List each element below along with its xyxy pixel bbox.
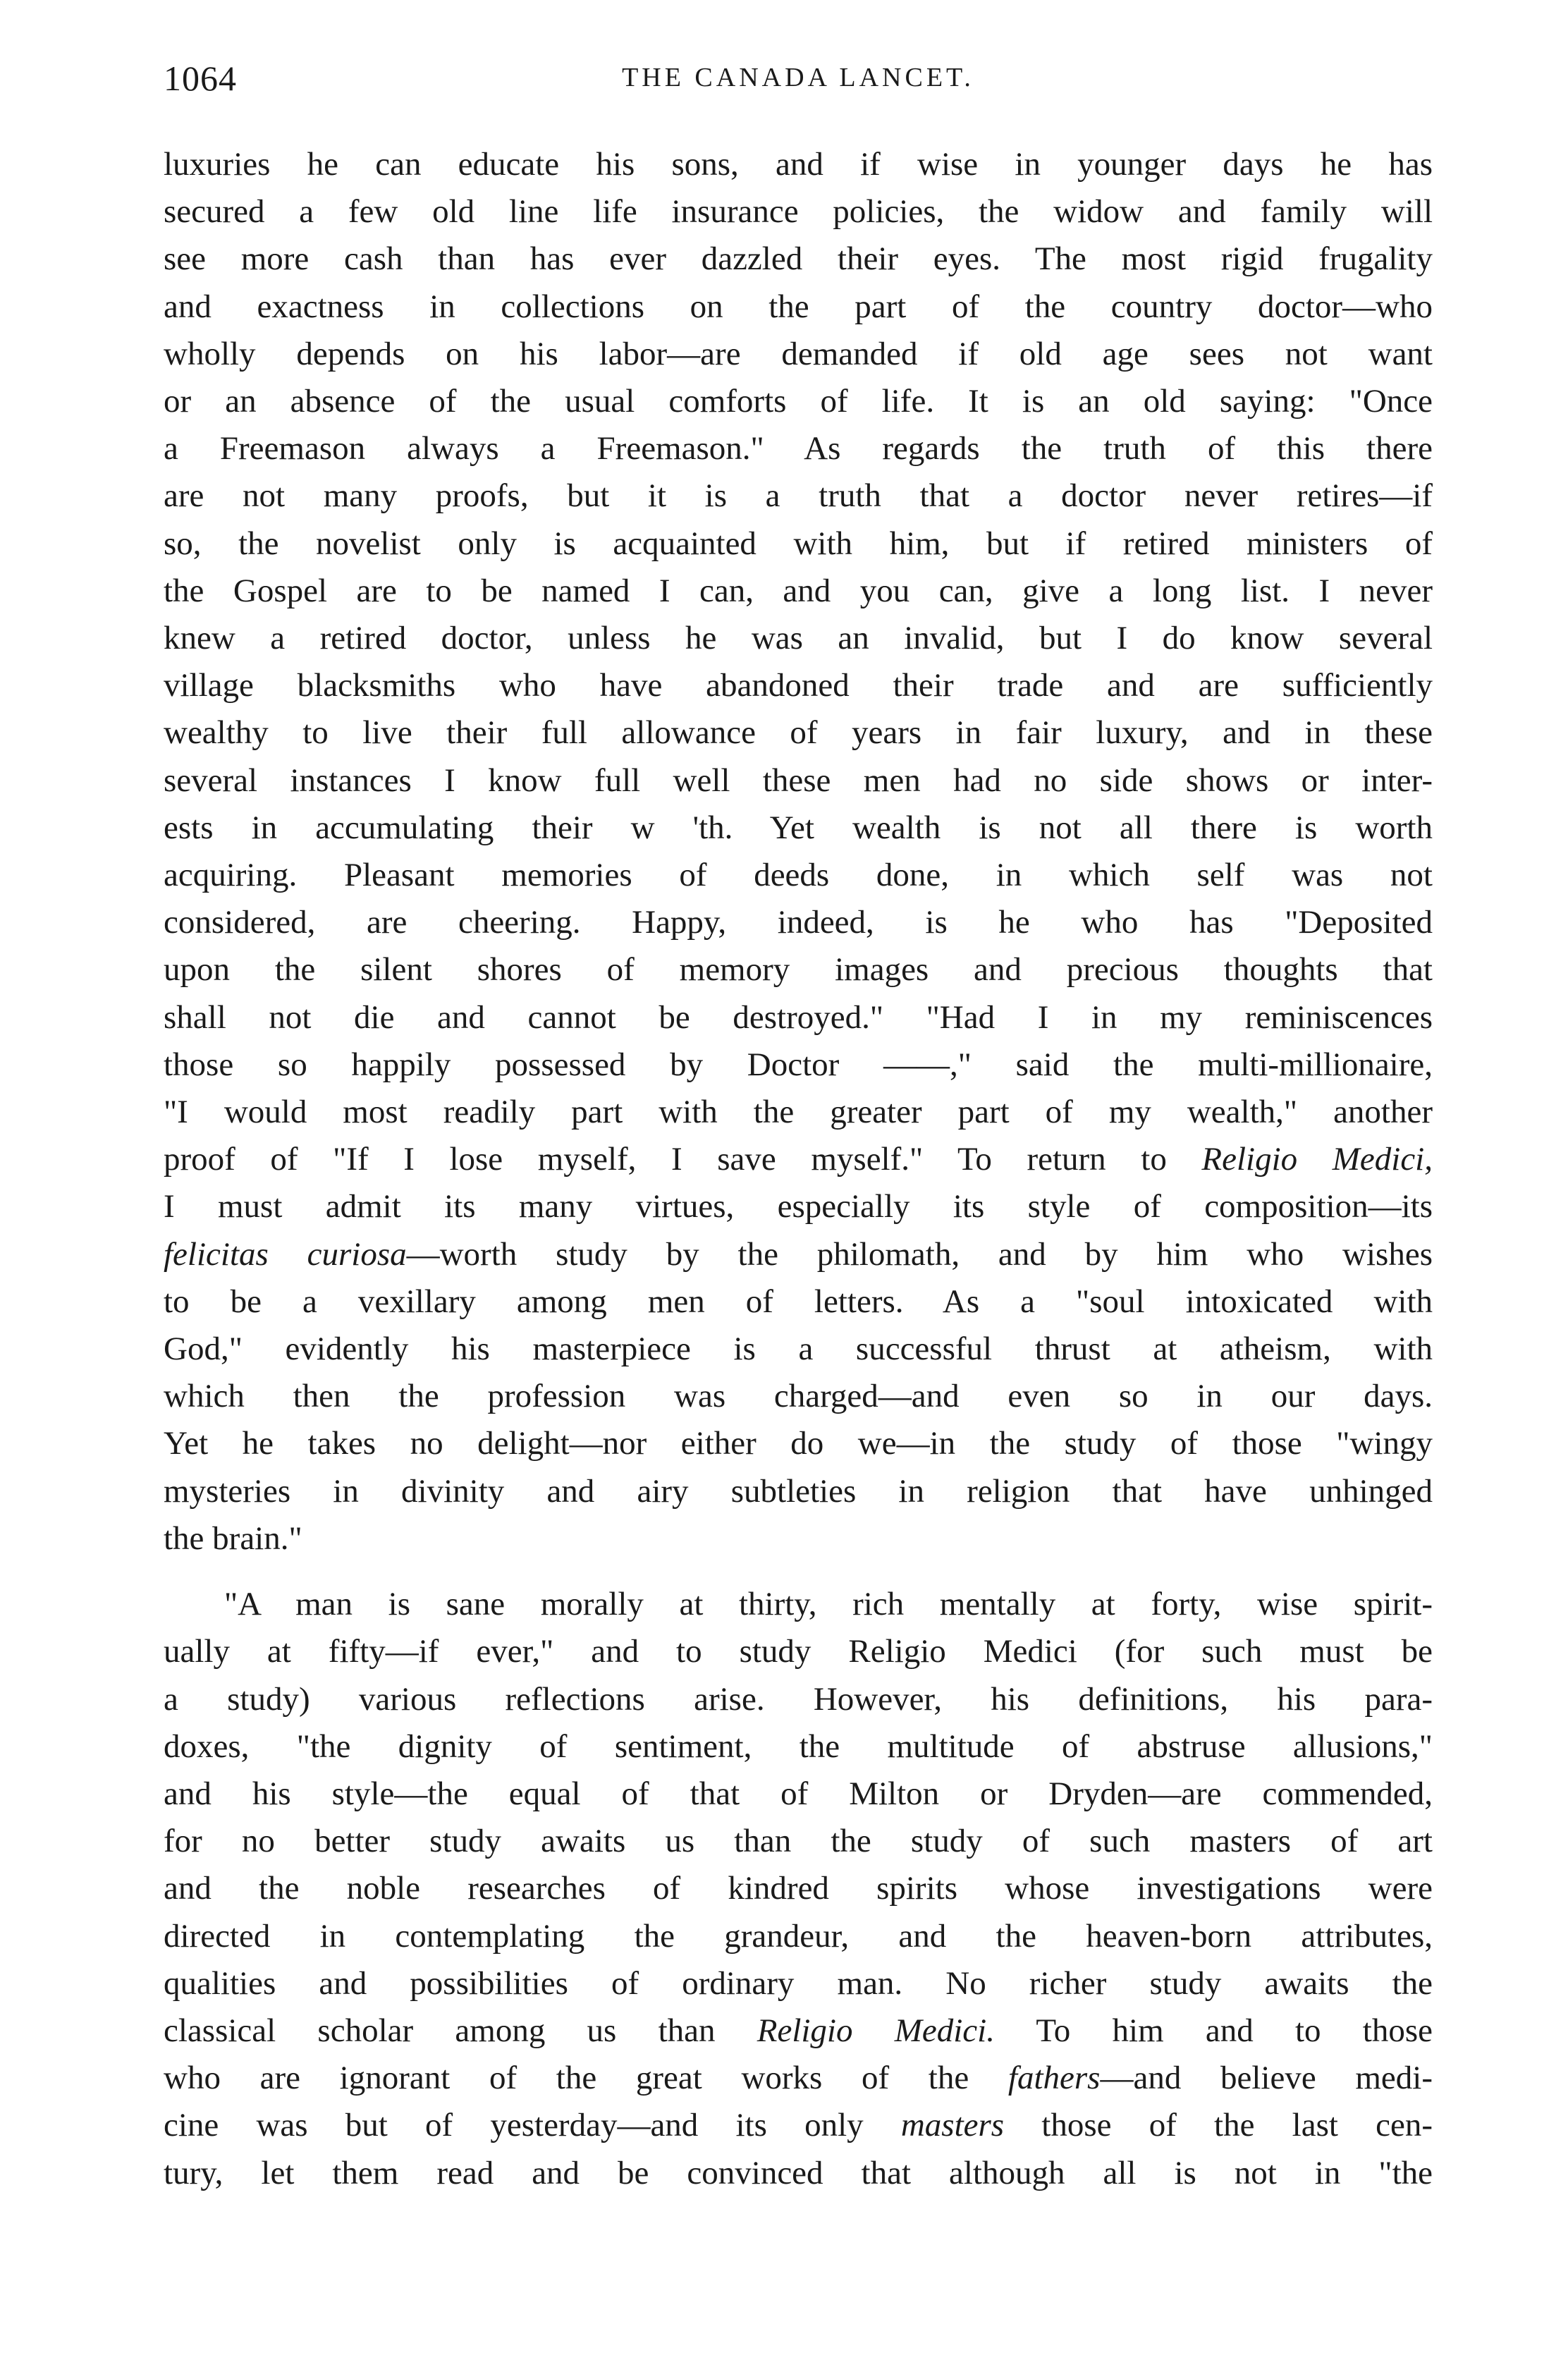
text-line: "A man is sane morally at thirty, rich mentally at forty, wise spirit-: [224, 1586, 1433, 1623]
text-line: a Freemason always a Freemason." As regards the truth of this there: [164, 430, 1433, 467]
text-run: proof of "If I lose myself, I save myself." To return to: [164, 1141, 1202, 1178]
text-line: [164, 2102, 1433, 2149]
running-title: THE CANADA LANCET.: [622, 63, 974, 92]
text-run: cine was but of yesterday—and its only: [164, 2107, 901, 2144]
text-line: for no better study awaits us than the study of such masters of art: [164, 1823, 1433, 1860]
latin-phrase-italic: felicitas curiosa: [164, 1235, 407, 1273]
text-line: luxuries he can educate his sons, and if wise in younger days he has: [164, 146, 1433, 183]
text-line: doxes, "the dignity of sentiment, the multitude of abstruse allusions,": [164, 1727, 1433, 1765]
text-line: [164, 2007, 1433, 2055]
emphasis-italic: fathers: [1007, 2060, 1101, 2097]
text-line: [164, 1136, 1433, 1183]
text-line: or an absence of the usual comforts of life. It is an old saying: "Once: [164, 383, 1433, 420]
text-line: the brain.": [164, 1519, 302, 1557]
text-line: Yet he takes no delight—nor either do we—in the study of those "wingy: [164, 1425, 1433, 1462]
text-line: to be a vexillary among men of letters. As a "soul intoxicated with: [164, 1283, 1433, 1320]
page-number: 1064: [164, 59, 237, 98]
text-line: I must admit its many virtues, especially its style of composition—its: [164, 1188, 1433, 1225]
text-line: shall not die and cannot be destroyed." "Had I in my reminiscences: [164, 998, 1433, 1036]
text-line: village blacksmiths who have abandoned their trade and are sufficiently: [164, 667, 1433, 704]
text-line: are not many proofs, but it is a truth that a doctor never retires—if: [164, 477, 1433, 515]
text-line: a study) various reflections arise. However, his definitions, his para-: [164, 1680, 1433, 1718]
body-text: [164, 141, 1433, 2197]
text-line: [164, 2055, 1433, 2102]
text-line: "I would most readily part with the greater part of my wealth," another: [164, 1094, 1433, 1131]
text-run: classical scholar among us than: [164, 2012, 757, 2049]
text-run: To him and to those: [994, 2012, 1433, 2049]
text-line: and the noble researches of kindred spirits whose investigations were: [164, 1870, 1433, 1907]
book-title-italic: Religio Medici,: [1201, 1141, 1433, 1178]
text-line: upon the silent shores of memory images and precious thoughts that: [164, 951, 1433, 989]
text-line: several instances I know full well these men had no side shows or inter-: [164, 762, 1433, 799]
text-line: wealthy to live their full allowance of years in fair luxury, and in these: [164, 714, 1433, 752]
text-run: who are ignorant of the great works of the: [164, 2060, 1008, 2097]
text-line: qualities and possibilities of ordinary man. No richer study awaits the: [164, 1964, 1433, 2002]
text-line: and exactness in collections on the part of the country doctor—who: [164, 288, 1433, 325]
text-run: —and believe medi-: [1100, 2060, 1433, 2097]
page-header: [164, 58, 1433, 100]
text-line: mysteries in divinity and airy subtleties in religion that have unhinged: [164, 1472, 1433, 1510]
text-line: [164, 1231, 1433, 1278]
text-line: knew a retired doctor, unless he was an invalid, but I do know several: [164, 620, 1433, 657]
text-line: so, the novelist only is acquainted with him, but if retired ministers of: [164, 525, 1433, 562]
text-run: those of the last cen-: [1004, 2107, 1433, 2144]
text-run: —worth study by the philomath, and by him who wishes: [406, 1235, 1433, 1273]
text-line: the Gospel are to be named I can, and you can, give a long list. I never: [164, 572, 1433, 609]
text-line: directed in contemplating the grandeur, and the heaven-born attributes,: [164, 1917, 1433, 1955]
text-line: those so happily possessed by Doctor ——," said the multi-millionaire,: [164, 1046, 1433, 1083]
text-line: see more cash than has ever dazzled their eyes. The most rigid frugality: [164, 240, 1433, 278]
text-line: considered, are cheering. Happy, indeed, is he who has "Deposited: [164, 904, 1433, 941]
text-line: wholly depends on his labor—are demanded if old age sees not want: [164, 335, 1433, 372]
text-line: tury, let them read and be convinced that although all is not in "the: [164, 2154, 1433, 2191]
text-line: secured a few old line life insurance policies, the widow and family will: [164, 193, 1433, 231]
text-line: ually at fifty—if ever," and to study Religio Medici (for such must be: [164, 1633, 1433, 1670]
text-line: and his style—the equal of that of Milton or Dryden—are commended,: [164, 1775, 1433, 1812]
text-line: acquiring. Pleasant memories of deeds done, in which self was not: [164, 857, 1433, 894]
text-line: ests in accumulating their w 'th. Yet wealth is not all there is worth: [164, 809, 1433, 846]
book-title-italic: Religio Medici.: [757, 2012, 995, 2049]
emphasis-italic: masters: [900, 2107, 1005, 2144]
text-line: which then the profession was charged—and even so in our days.: [164, 1378, 1433, 1415]
text-line: God," evidently his masterpiece is a successful thrust at atheism, with: [164, 1331, 1433, 1368]
